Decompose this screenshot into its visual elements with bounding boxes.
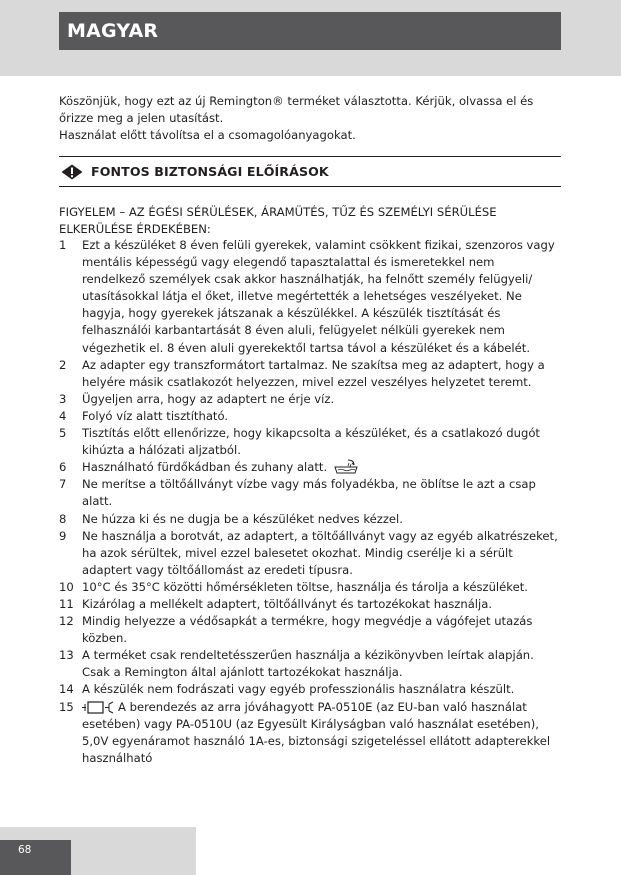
safety-list [59,237,561,767]
list-item [59,613,561,647]
item-text-wrap [82,459,561,476]
item-text: Ügyeljen arra, hogy az adaptert ne érje víz. [82,391,335,406]
adapter-plug-icon [82,701,114,714]
item-text: Ezt a készüléket 8 éven felüli gyerekek, valamint csökkent fizikai, szenzoros vagy mentális képességű vagy elegendő tapasztalattal és ismeretekkel nem rendelkező személyek csak akkor használhatják, ha felnőtt személy felügyeli/ utasításokkal látja el őket, illetve megértették a lehetséges veszélyeket. Ne hagyja, hogy gyerekek játszanak a készülékkel. A készülék tisztítását és felhasználói karbantartását 8 éven aluli, felügyelet nélküli gyerekek nem végezhetik el. 8 éven aluli gyerekektől tartsa távol a készüléket és a kábelét. [82,238,555,355]
item-text: A készülék nem fodrászati vagy egyéb professzionális használatra készült. [82,682,515,697]
item-number: 4 [59,408,67,423]
list-item [59,357,561,391]
item-text: 10°C és 35°C közötti hőmérsékleten töltse, használja és tárolja a készüléket. [82,579,528,594]
item-number: 9 [59,528,67,543]
item-number: 10 [59,579,74,594]
item-text: A terméket csak rendeltetésszerűen használja a kézikönyvben leírtak alapján. Csak a Remington által ajánlott tartozékokat használja. [82,648,534,680]
item-number: 15 [59,699,74,714]
list-item [59,476,561,510]
item-number: 12 [59,614,74,629]
intro-text [59,93,561,144]
item-number: 6 [59,460,67,475]
safety-section-header [59,156,561,187]
section-title: FONTOS BIZTONSÁGI ELŐÍRÁSOK [91,164,329,179]
list-item [59,408,561,425]
item-number: 1 [59,238,67,252]
list-item [59,647,561,681]
item-number: 11 [59,596,74,611]
item-text: Tisztítás előtt ellenőrizze, hogy kikapcsolta a készüléket, és a csatlakozó dugót kihúzta a hálózati aljzatból. [82,426,540,458]
list-item [59,425,561,459]
language-header: MAGYAR [59,12,561,50]
warning-icon [61,164,83,180]
list-item [59,391,561,408]
item-number: 14 [59,682,74,697]
warning-text: FIGYELEM – AZ ÉGÉSI SÉRÜLÉSEK, ÁRAMÜTÉS, TŰZ ÉS SZEMÉLYI SÉRÜLÉSE ELKERÜLÉSE ÉRDEKÉBEN: [59,205,497,236]
item-text: Mindig helyezze a védősapkát a termékre, hogy megvédje a vágófejet utazás közben. [82,614,533,646]
list-item [59,528,561,579]
page-number: 68 [0,840,71,875]
item-text: Használható fürdőkádban és zuhany alatt. [82,460,328,475]
item-number: 5 [59,426,67,441]
item-number: 3 [59,391,67,406]
list-item [59,237,561,357]
item-text: Folyó víz alatt tisztítható. [82,408,229,423]
item-number: 2 [59,357,67,372]
item-number: 7 [59,477,67,492]
item-number: 8 [59,511,67,526]
item-number: 13 [59,648,74,663]
list-item [59,596,561,613]
item-text: Ne használja a borotvát, az adaptert, a töltőállványt vagy az egyéb alkatrészeket, ha azok sérültek, mivel ezzel balesetet okozhat. Mindig cserélje ki a sérült adaptert vagy töltőállomást az eredeti típusra. [82,528,558,577]
list-item [59,459,561,476]
item-text: Kizárólag a mellékelt adaptert, töltőállványt és tartozékokat használja. [82,596,493,611]
item-text-wrap [82,699,561,767]
intro-line-2: Használat előtt távolítsa el a csomagolóanyagokat. [59,128,356,142]
list-item [59,579,561,596]
intro-line-1: Köszönjük, hogy ezt az új Remington® terméket választotta. Kérjük, olvassa el és őrizze meg a jelen utasítást. [59,94,534,125]
list-item [59,699,561,767]
item-text: A berendezés az arra jóváhagyott PA-0510E (az EU-ban való használat esetében) vagy PA-0510U (az Egyesült Királyságban való használat esetében), 5,0V egyenáramot használó 1A-es, biztonsági szigeteléssel ellátott adapterekkel használható [82,699,551,765]
list-item [59,681,561,698]
item-text: Az adapter egy transzformátort tartalmaz. Ne szakítsa meg az adaptert, hogy a helyére másik csatlakozót helyezzen, mivel ezzel veszélyes helyzetet teremt. [82,357,545,389]
item-text: Ne merítse a töltőállványt vízbe vagy más folyadékba, ne öblítse le azt a csap alatt. [82,477,536,509]
bath-shower-icon [333,459,359,475]
item-text: Ne húzza ki és ne dugja be a készüléket nedves kézzel. [82,511,403,526]
list-item [59,511,561,528]
